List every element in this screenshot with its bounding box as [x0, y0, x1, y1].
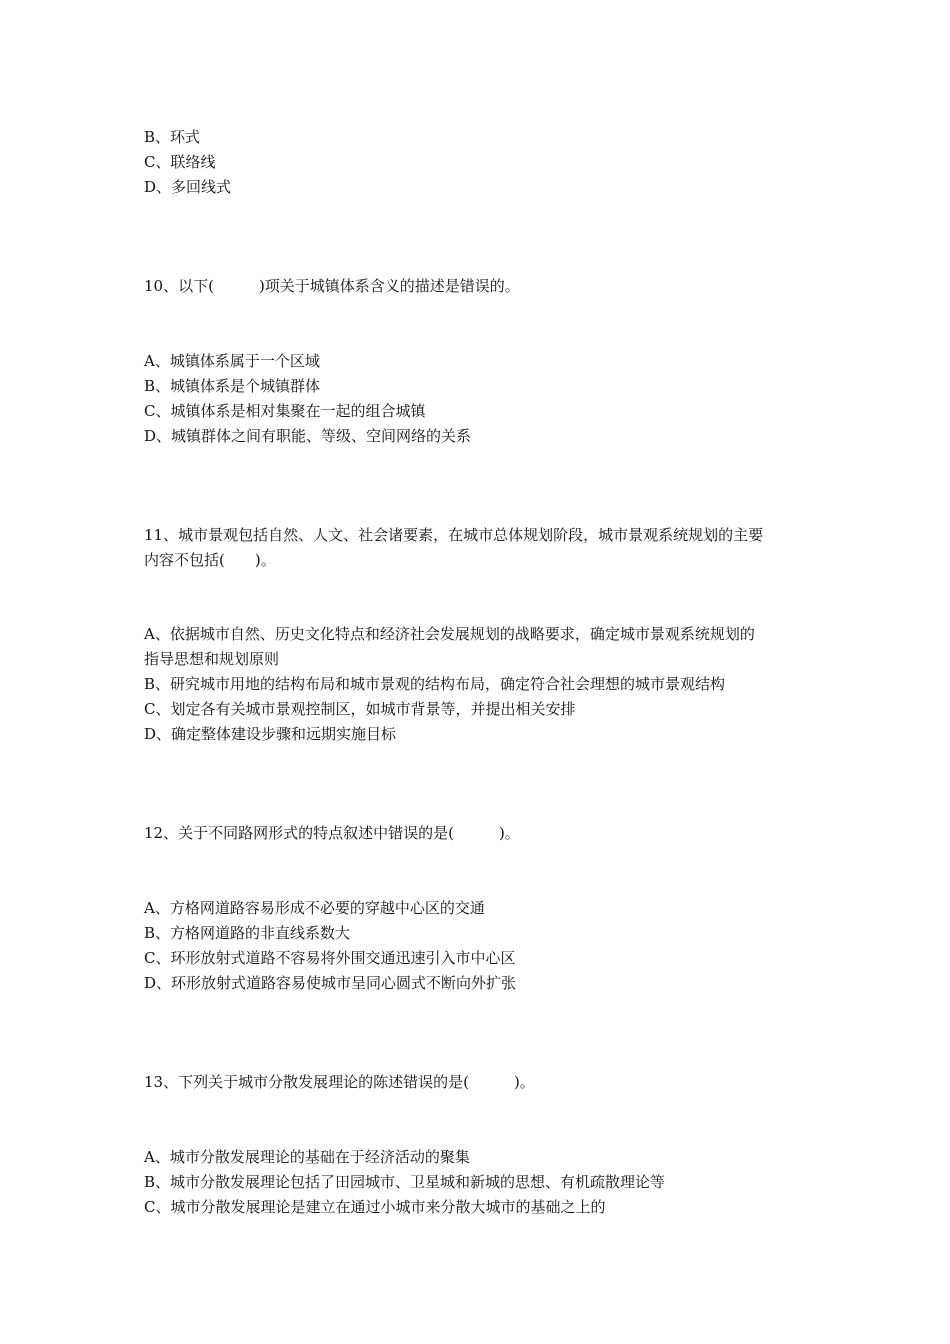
- q11-option-d: D、确定整体建设步骤和远期实施目标: [144, 725, 397, 743]
- q11-option-c: C、划定各有关城市景观控制区，如城市背景等，并提出相关安排: [144, 700, 576, 718]
- q10-option-c: C、城镇体系是相对集聚在一起的组合城镇: [144, 402, 426, 420]
- q9-option-d: D、多回线式: [144, 178, 232, 196]
- q13-option-c: C、城市分散发展理论是建立在通过小城市来分散大城市的基础之上的: [144, 1198, 606, 1216]
- q12-option-c: C、环形放射式道路不容易将外围交通迅速引入市中心区: [144, 949, 516, 967]
- q11-stem-line2: 内容不包括( )。: [144, 551, 276, 569]
- q10-option-a: A、城镇体系属于一个区域: [144, 352, 320, 370]
- q13-option-a: A、城市分散发展理论的基础在于经济活动的聚集: [144, 1148, 470, 1166]
- q11-option-a-line2: 指导思想和规划原则: [144, 650, 280, 668]
- q10-option-d: D、城镇群体之间有职能、等级、空间网络的关系: [144, 427, 472, 445]
- q12-option-a: A、方格网道路容易形成不必要的穿越中心区的交通: [144, 899, 485, 917]
- q10-option-b: B、城镇体系是个城镇群体: [144, 377, 321, 395]
- q12-option-b: B、方格网道路的非直线系数大: [144, 924, 351, 942]
- q12-option-d: D、环形放射式道路容易使城市呈同心圆式不断向外扩张: [144, 974, 517, 992]
- q11-option-a-line1: A、依据城市自然、历史文化特点和经济社会发展规划的战略要求，确定城市景观系统规划的: [144, 625, 755, 643]
- q11-stem-line1: 11、城市景观包括自然、人文、社会诸要素，在城市总体规划阶段，城市景观系统规划的主要: [144, 526, 764, 544]
- q9-option-c: C、联络线: [144, 153, 216, 171]
- q12-stem: 12、关于不同路网形式的特点叙述中错误的是( )。: [144, 824, 520, 842]
- q13-option-b: B、城市分散发展理论包括了田园城市、卫星城和新城的思想、有机疏散理论等: [144, 1173, 666, 1191]
- q9-option-b: B、环式: [144, 128, 201, 146]
- q11-option-b: B、研究城市用地的结构布局和城市景观的结构布局，确定符合社会理想的城市景观结构: [144, 675, 726, 693]
- q10-stem: 10、以下( )项关于城镇体系含义的描述是错误的。: [144, 277, 520, 295]
- q13-stem: 13、下列关于城市分散发展理论的陈述错误的是( )。: [144, 1073, 535, 1091]
